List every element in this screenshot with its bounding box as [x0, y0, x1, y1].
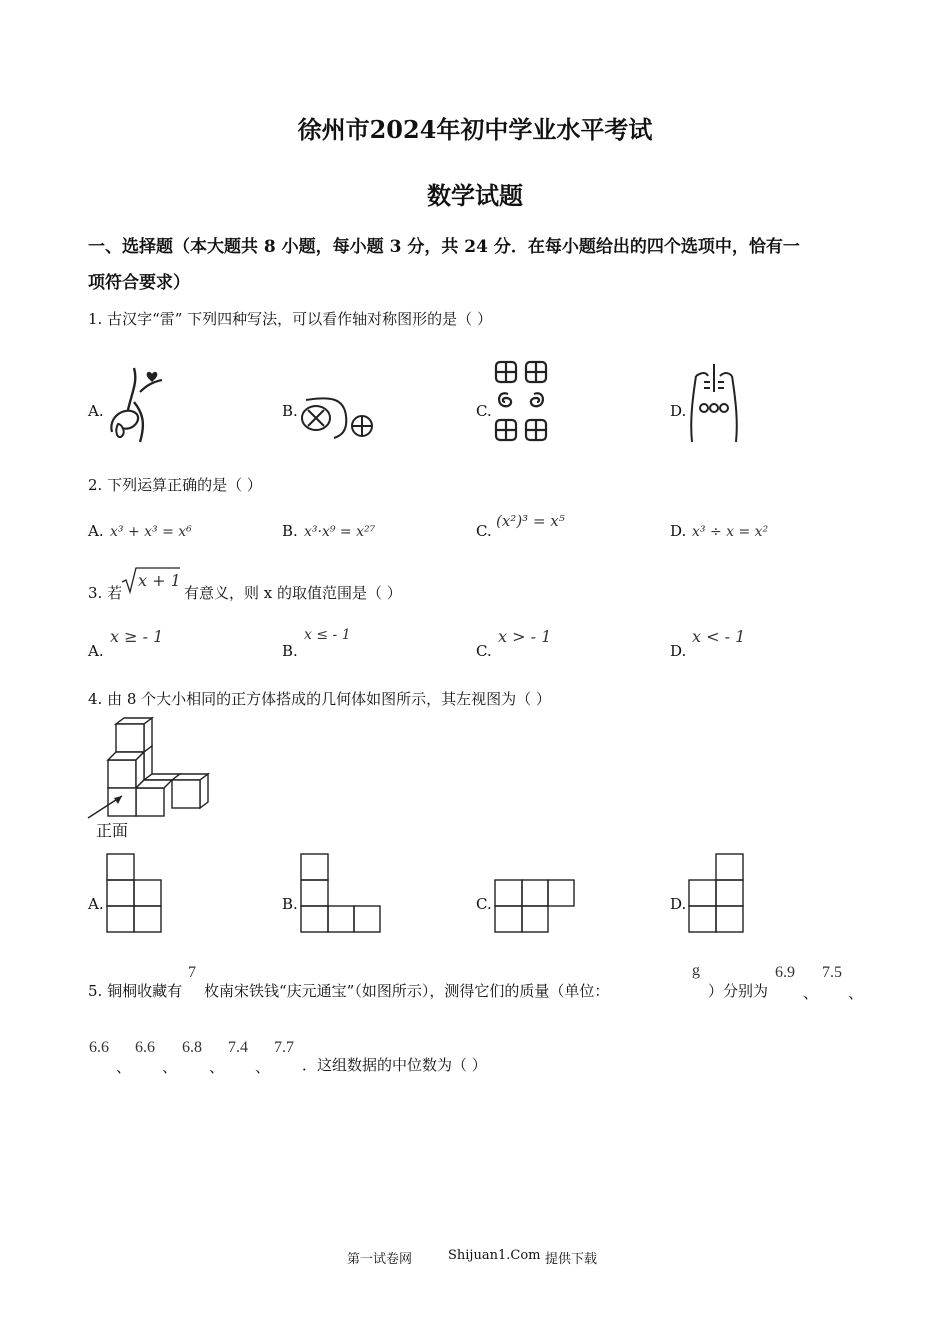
- question-5-stem-b: 枚南宋铁钱“庆元通宝”（如图所示），测得它们的质量（单位：: [204, 982, 610, 1000]
- section-heading: 一、选择题（本大题共 8 小题，每小题 3 分，共 24 分．在每小题给出的四个选项中，恰有一: [88, 237, 800, 257]
- q4-option-d-label: D.: [670, 895, 687, 913]
- q4-option-c-view-icon: [494, 879, 576, 934]
- q5-sep-5: 、: [209, 1058, 225, 1076]
- q4-option-a-view-icon: [106, 853, 162, 934]
- q5-value-6: 7.4: [228, 1039, 248, 1056]
- q4-option-a-label: A.: [88, 895, 104, 913]
- q3-option-d-expr: x < - 1: [692, 627, 746, 646]
- q3-option-b-label: B.: [282, 642, 298, 660]
- q5-value-1: 6.9: [775, 964, 795, 981]
- question-2-stem: 2. 下列运算正确的是（ ）: [88, 476, 262, 494]
- q3-option-a-expr: x ≥ - 1: [110, 627, 164, 646]
- radicand: x + 1: [138, 571, 181, 590]
- q2-option-b-expr: x³·x⁹ = x²⁷: [304, 524, 376, 540]
- q5-count: 7: [188, 964, 196, 981]
- q4-option-c-label: C.: [476, 895, 492, 913]
- q1-option-b-label: B.: [282, 402, 298, 420]
- q2-option-c-expr: (x²)³ = x⁵: [496, 512, 565, 530]
- question-3-stem-start: 3. 若: [88, 584, 123, 602]
- question-5-stem-a: 5. 铜桐收藏有: [88, 982, 183, 1000]
- q5-sep-4: 、: [162, 1058, 178, 1076]
- footer-site: 第一试卷网: [347, 1252, 413, 1267]
- q3-option-b-expr: x ≤ - 1: [304, 627, 351, 643]
- q5-sep-3: 、: [116, 1058, 132, 1076]
- q1-option-d-label: D.: [670, 402, 687, 420]
- page-subtitle: 数学试题: [427, 181, 523, 210]
- q3-option-c-expr: x > - 1: [498, 627, 552, 646]
- question-3-stem-end: 有意义，则 x 的取值范围是（ ）: [184, 584, 402, 602]
- q1-option-c-label: C.: [476, 402, 492, 420]
- q2-option-b-label: B.: [282, 522, 298, 540]
- q4-option-b-label: B.: [282, 895, 298, 913]
- lei-glyph-c-icon: [494, 360, 552, 444]
- q1-option-a-label: A.: [88, 402, 104, 420]
- q2-option-d-expr: x³ ÷ x = x²: [692, 524, 769, 540]
- q5-value-5: 6.8: [182, 1039, 202, 1056]
- q4-option-d-view-icon: [688, 853, 744, 934]
- lei-glyph-a-icon: [104, 362, 166, 446]
- q2-option-a-expr: x³ + x³ = x⁶: [110, 524, 192, 540]
- q3-option-c-label: C.: [476, 642, 492, 660]
- question-1-stem: 1. 古汉字“雷” 下列四种写法，可以看作轴对称图形的是（ ）: [88, 310, 492, 328]
- q3-option-d-label: D.: [670, 642, 687, 660]
- q5-sep-1: 、: [803, 984, 819, 1002]
- q4-option-b-view-icon: [300, 853, 382, 934]
- footer-note: 提供下载: [545, 1252, 598, 1267]
- q2-option-d-label: D.: [670, 522, 687, 540]
- q5-value-3: 6.6: [89, 1039, 109, 1056]
- q5-value-7: 7.7: [274, 1039, 294, 1056]
- q5-sep-2: 、: [848, 984, 864, 1002]
- q5-value-2: 7.5: [822, 964, 842, 981]
- q3-option-a-label: A.: [88, 642, 104, 660]
- question-4-stem: 4. 由 8 个大小相同的正方体搭成的几何体如图所示，其左视图为（ ）: [88, 690, 551, 708]
- q5-sep-6: 、: [255, 1058, 271, 1076]
- q5-unit: g: [692, 962, 700, 979]
- section-heading-cont: 项符合要求）: [88, 273, 190, 293]
- q5-value-4: 6.6: [135, 1039, 155, 1056]
- q2-option-c-label: C.: [476, 522, 492, 540]
- page-title: 徐州市2024年初中学业水平考试: [297, 115, 653, 144]
- lei-glyph-d-icon: [686, 362, 740, 446]
- cube-solid-figure-icon: [86, 716, 210, 820]
- question-5-tail: ．这组数据的中位数为（ ）: [302, 1056, 487, 1074]
- lei-glyph-b-icon: [300, 394, 380, 442]
- q2-option-a-label: A.: [88, 522, 104, 540]
- question-5-stem-c: ）分别为: [708, 982, 769, 1000]
- front-view-label: 正面: [96, 821, 129, 840]
- footer-domain[interactable]: Shijuan1.Com: [448, 1248, 541, 1263]
